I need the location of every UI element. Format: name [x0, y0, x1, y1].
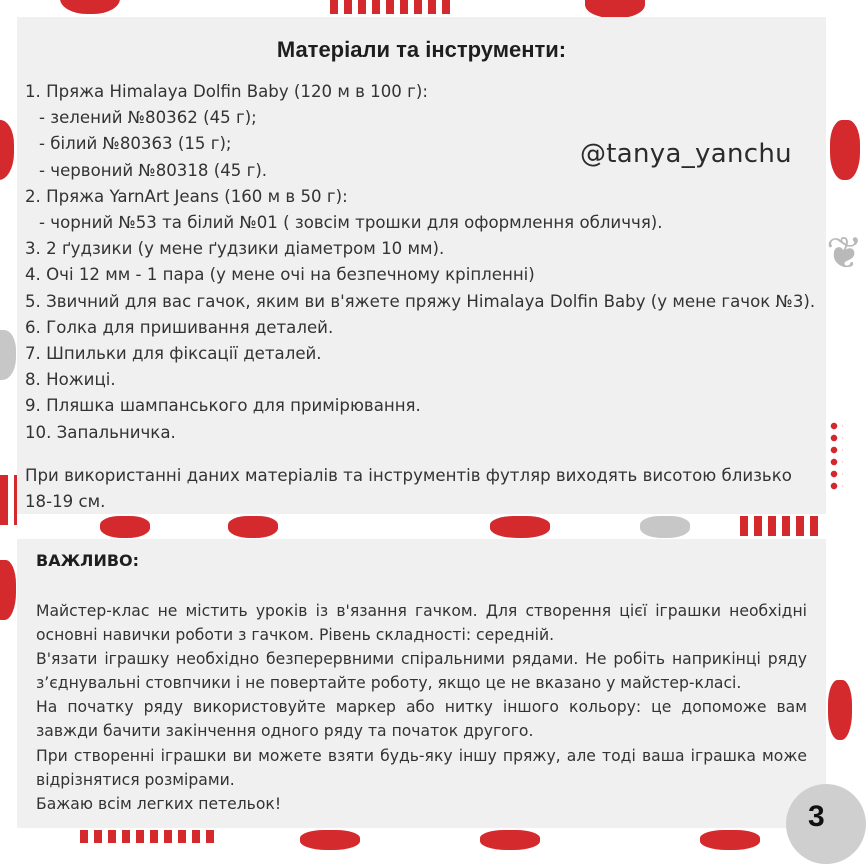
mitten-decoration	[0, 560, 16, 620]
mitten-decoration	[828, 680, 852, 740]
knit-stripe-decoration	[80, 830, 220, 843]
mitten-decoration	[585, 0, 645, 18]
important-paragraph: В'язати іграшку необхідно безперервними спіральними рядами. Не робіть наприкінці ряду з’єднувальні стовпчики і не повертайте роботу, якщо це не вказано у майстер-класі.	[36, 650, 807, 693]
materials-list	[25, 79, 825, 446]
mitten-decoration	[480, 830, 540, 850]
knit-stripe-decoration	[740, 516, 820, 536]
knit-stripe-decoration	[330, 0, 450, 14]
mitten-decoration	[60, 0, 120, 14]
mitten-decoration	[300, 830, 360, 850]
important-paragraph: На початку ряду використовуйте маркер або нитку іншого кольору: це допоможе вам завжди бачити закінчення одного ряду та початок другого.	[36, 698, 807, 741]
fern-decoration: ❦	[826, 228, 863, 279]
list-item: 3. 2 ґудзики (у мене ґудзики діаметром 10 мм).	[25, 239, 445, 259]
mitten-decoration	[700, 830, 760, 850]
dot-band-decoration	[828, 420, 843, 490]
page-title: Матеріали та інструменти:	[276, 37, 567, 62]
list-item: - червоний №80318 (45 г).	[39, 160, 268, 180]
important-paragraph: Бажаю всім легких петельок!	[36, 794, 282, 813]
list-item: 2. Пряжа YarnArt Jeans (160 м в 50 г):	[25, 186, 348, 206]
mitten-decoration	[0, 330, 16, 380]
list-item: - зелений №80362 (45 г);	[39, 108, 257, 128]
list-item: 10. Запальничка.	[25, 422, 176, 442]
important-panel	[17, 539, 826, 828]
page-number: 3	[808, 800, 825, 833]
list-item: 9. Пляшка шампанського для примірювання.	[25, 396, 421, 416]
author-handle: @tanya_yanchu	[580, 139, 792, 169]
list-item: 4. Очі 12 мм - 1 пара (у мене очі на безпечному кріпленні)	[25, 265, 535, 285]
materials-panel	[17, 17, 826, 514]
mitten-decoration	[228, 516, 278, 538]
important-paragraph: Майстер-клас не містить уроків із в'язання гачком. Для створення цієї іграшки необхідні основні навички роботи з гачком. Рівень складності: середній.	[36, 602, 807, 645]
mitten-decoration	[830, 120, 860, 180]
important-heading: ВАЖЛИВО:	[36, 551, 140, 570]
mitten-decoration	[100, 516, 150, 538]
knit-stripe-decoration	[0, 475, 17, 525]
mitten-decoration	[0, 120, 14, 180]
list-item: - білий №80363 (15 г);	[39, 134, 232, 154]
important-paragraph: При створенні іграшки ви можете взяти будь-яку іншу пряжу, але тоді ваша іграшка може відрізнятися розмірами.	[36, 746, 807, 789]
mitten-decoration	[490, 516, 550, 538]
list-item: 8. Ножиці.	[25, 370, 116, 390]
list-item: 5. Звичний для вас гачок, яким ви в'яжете пряжу Himalaya Dolfin Baby (у мене гачок №3).	[25, 291, 816, 311]
list-item: 1. Пряжа Himalaya Dolfin Baby (120 м в 100 г):	[25, 82, 428, 101]
list-item: - чорний №53 та білий №01 ( зовсім трошки для оформлення обличчя).	[39, 213, 663, 233]
list-item: 7. Шпильки для фіксації деталей.	[25, 344, 322, 364]
list-item: 6. Голка для пришивання деталей.	[25, 317, 334, 337]
page-number-badge	[786, 784, 866, 864]
size-note: При використанні даних матеріалів та інструментів футляр виходять висотою близько 18-19 см.	[25, 466, 792, 511]
important-text	[36, 599, 807, 816]
mitten-decoration	[640, 516, 690, 538]
